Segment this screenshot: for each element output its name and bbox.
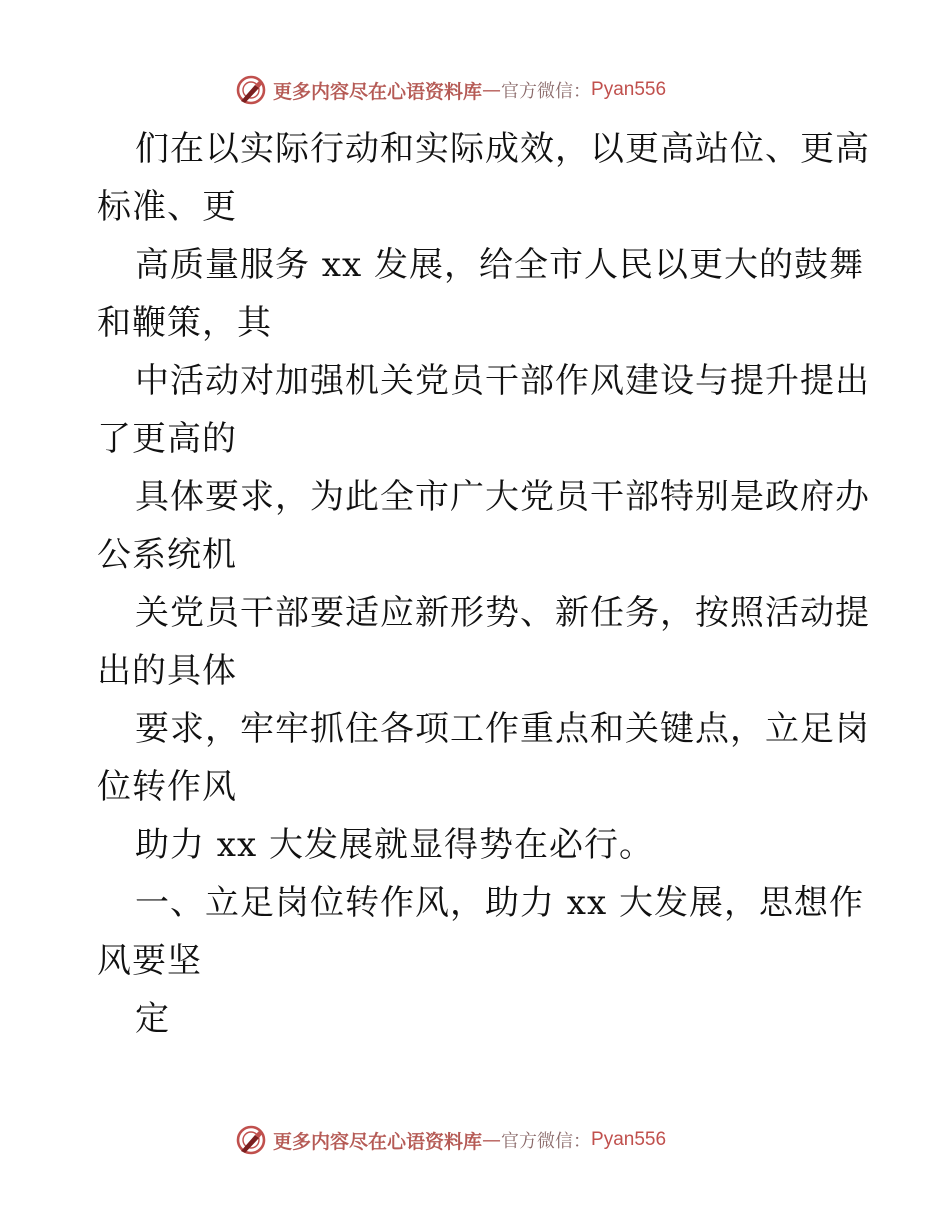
body-line: 风要坚 xyxy=(97,941,202,981)
body-line: 出的具体 xyxy=(97,651,237,691)
watermark-wechat-label: 官方微信： xyxy=(501,1131,592,1152)
watermark-title: 更多内容尽在心语资料库 xyxy=(273,1130,483,1153)
watermark-wechat-id: Pyan556 xyxy=(591,79,667,100)
body-line: 标准、更 xyxy=(97,187,237,227)
body-line: 位转作风 xyxy=(97,767,237,807)
footer-watermark xyxy=(235,1123,666,1157)
body-line: 公系统机 xyxy=(97,535,237,575)
watermark-dash: — xyxy=(482,1129,502,1151)
watermark-wechat-label: 官方微信： xyxy=(501,81,592,102)
body-line: 具体要求，为此全市广大党员干部特别是政府办 xyxy=(135,477,870,517)
fountain-pen-logo-icon xyxy=(235,74,267,106)
watermark-wechat-id: Pyan556 xyxy=(591,1129,667,1150)
body-line: 要求，牢牢抓住各项工作重点和关键点，立足岗 xyxy=(135,709,870,749)
watermark-dash: — xyxy=(482,79,502,101)
body-line: 中活动对加强机关党员干部作风建设与提升提出 xyxy=(135,361,870,401)
body-line: 了更高的 xyxy=(97,419,237,459)
body-line: 关党员干部要适应新形势、新任务，按照活动提 xyxy=(135,593,870,633)
body-line: 定 xyxy=(135,999,170,1039)
body-line: 高质量服务 xx 发展，给全市人民以更大的鼓舞 xyxy=(135,245,864,285)
fountain-pen-logo-icon xyxy=(235,1124,267,1156)
body-line: 们在以实际行动和实际成效，以更高站位、更高 xyxy=(135,129,870,169)
body-line: 一、立足岗位转作风，助力 xx 大发展，思想作 xyxy=(135,883,864,923)
header-watermark xyxy=(235,73,666,107)
watermark-title: 更多内容尽在心语资料库 xyxy=(273,80,483,103)
body-line: 和鞭策，其 xyxy=(97,303,272,343)
body-line: 助力 xx 大发展就显得势在必行。 xyxy=(135,825,654,865)
